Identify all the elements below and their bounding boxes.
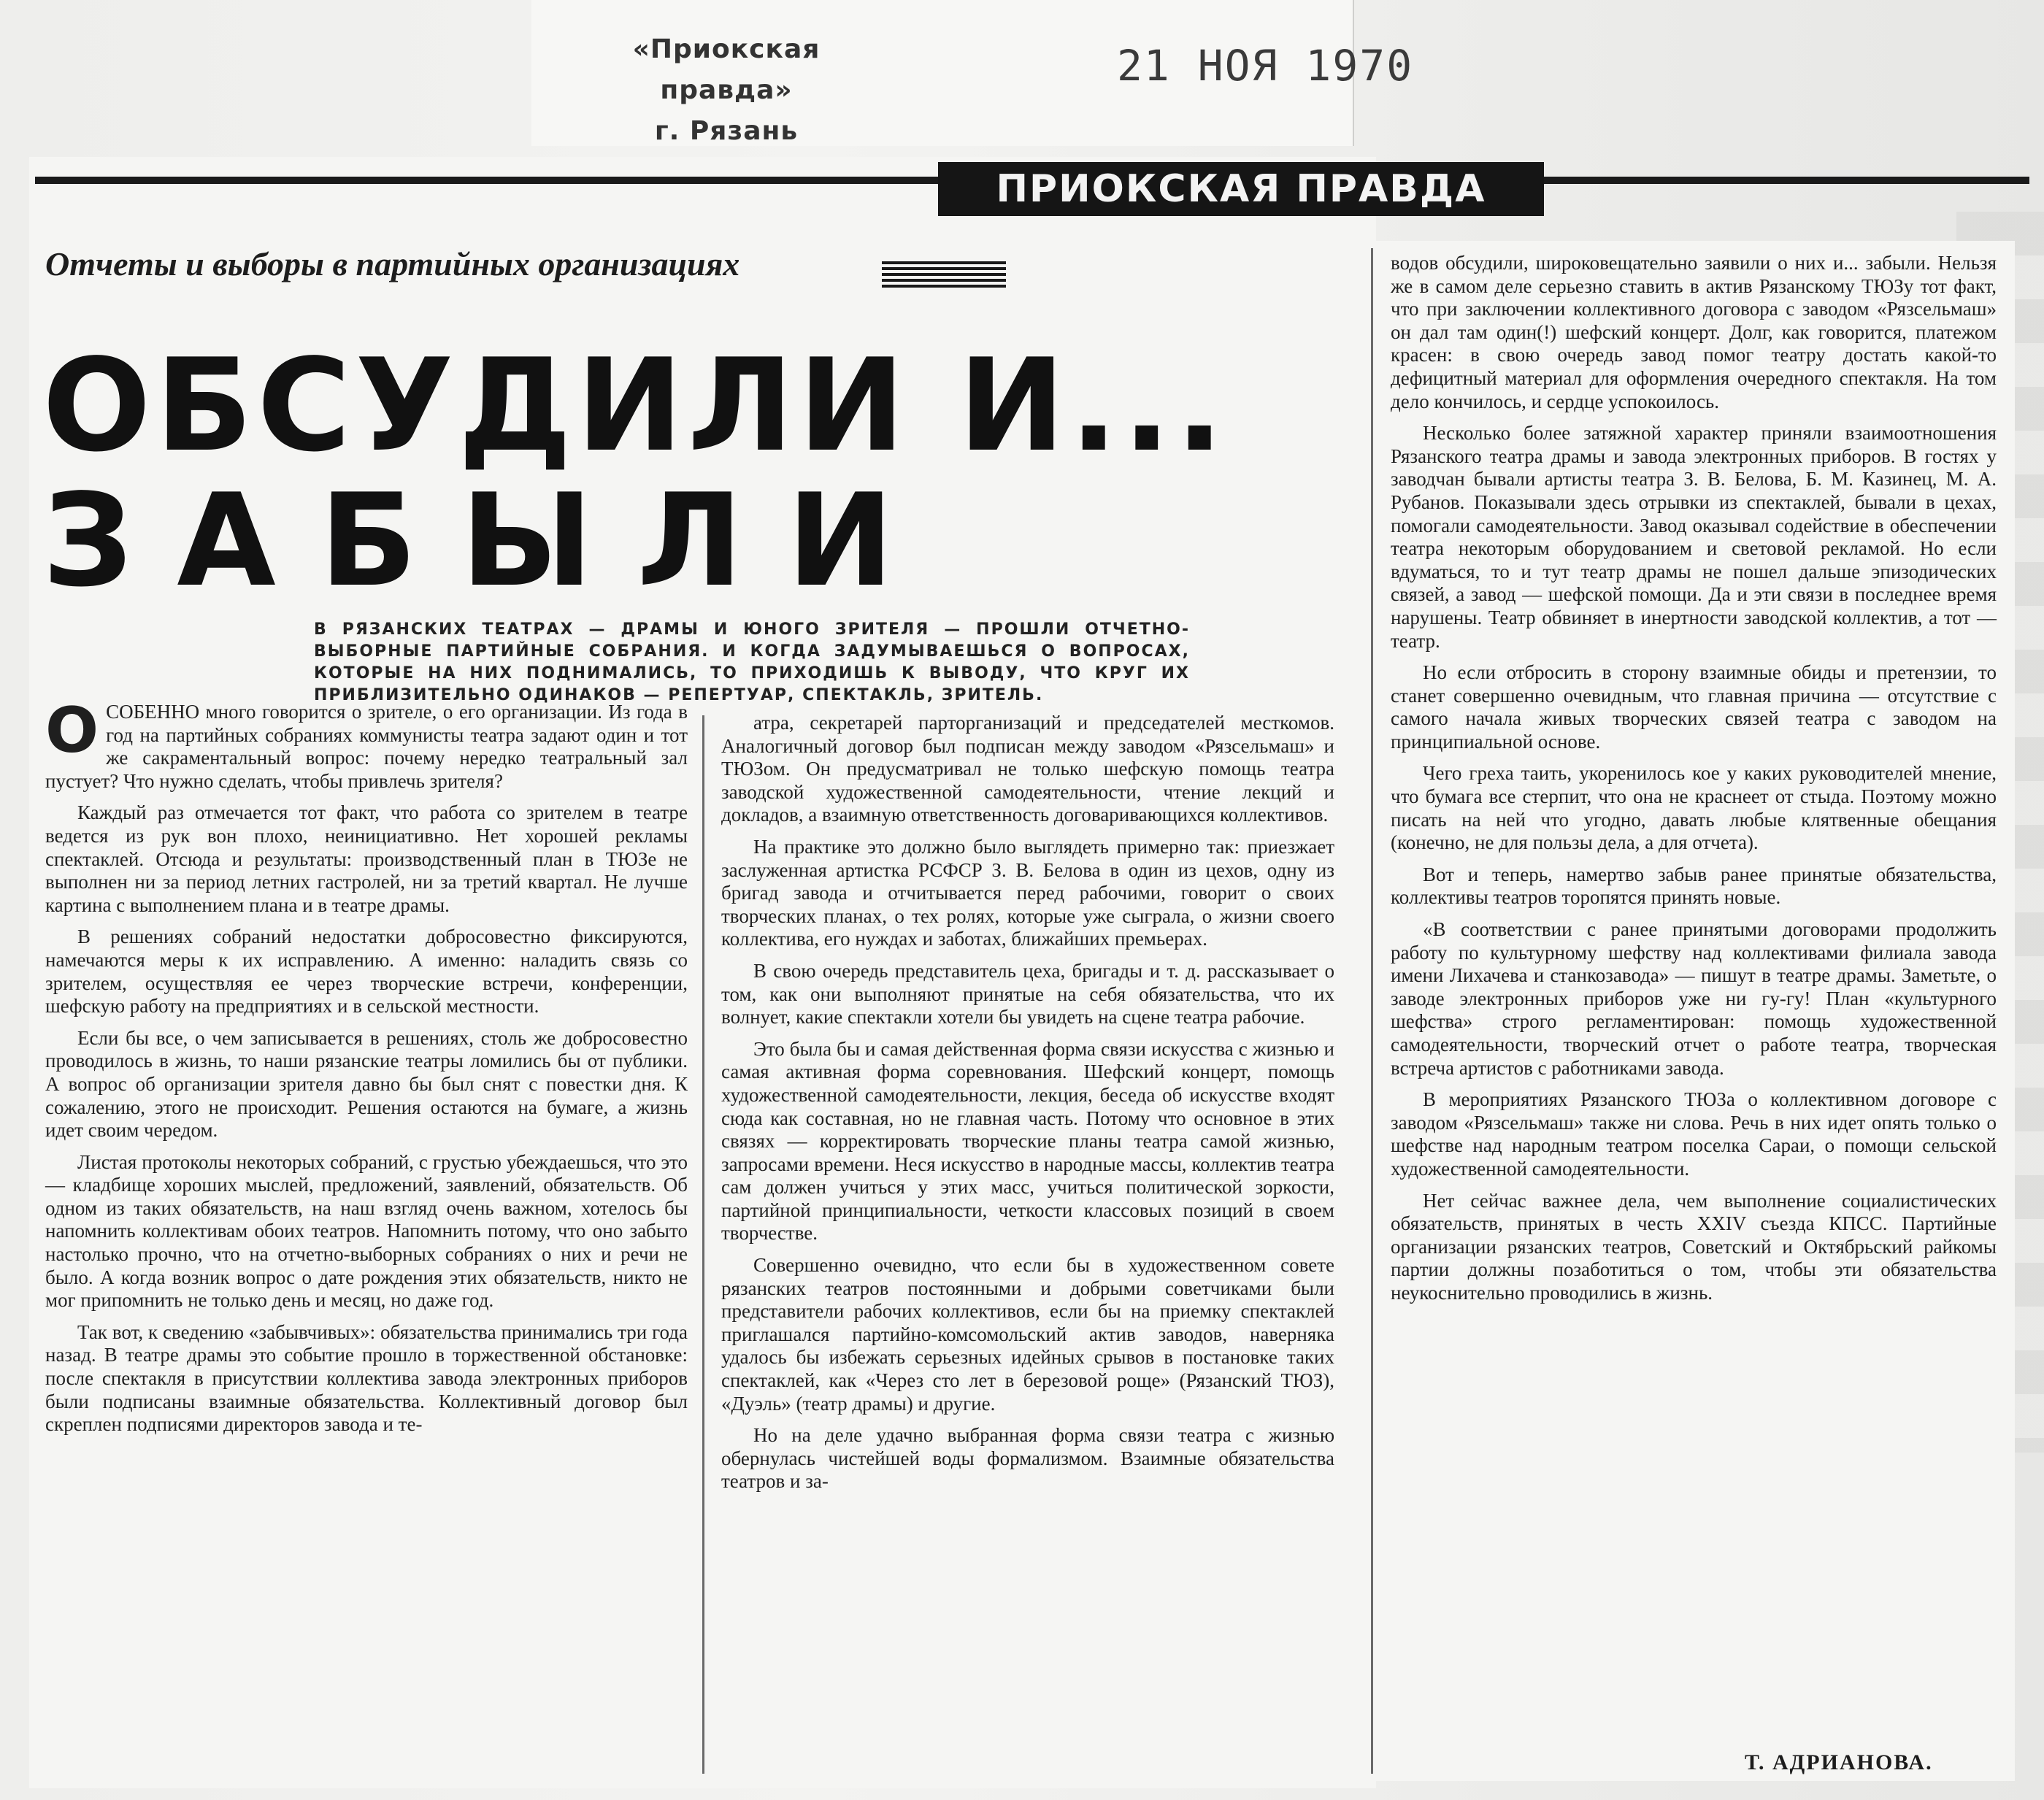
source-stamp [562, 29, 891, 152]
article-column-2 [721, 712, 1334, 1502]
paragraph: атра, секретарей парторганизаций и председателей месткомов. Аналогичный договор был подписан между заводом «Рязсельмаш» и ТЮЗом. Он предусматривал не только шефскую помощь театра заводской художественной самодеятельности, чтение лекций и докладов, а взаимную ответственность договаривающихся коллективов. [721, 712, 1334, 826]
article-column-1 [45, 694, 688, 1445]
stamp-paper-name: «Приокская правда» [632, 34, 821, 105]
paragraph: Если бы все, о чем записывается в решениях, столь же добросовестно проводилось в жизнь, то наши рязанские театры ломились бы от публики. А вопрос об организации зрителя давно бы был снят с повестки дня. К сожалению, этого не происходит. Решения остаются на бумаге, а жизнь идет своим чередом. [45, 1026, 688, 1142]
article-lead: В РЯЗАНСКИХ ТЕАТРАХ — ДРАМЫ И ЮНОГО ЗРИТЕЛЯ — ПРОШЛИ ОТЧЕТНО-ВЫБОРНЫЕ ПАРТИЙНЫЕ СОБРАНИЯ. И КОГДА ЗАДУМЫВАЕШЬСЯ О ВОПРОСАХ, КОТОРЫЕ НА НИХ ПОДНИМАЛИСЬ, ТО ПРИХОДИШЬ К ВЫВОДУ, ЧТО КРУГ ИХ ПРИБЛИЗИТЕЛЬНО ОДИНАКОВ — РЕПЕРТУАР, СПЕКТАКЛЬ, ЗРИТЕЛЬ. [314, 620, 1190, 704]
paragraph: В мероприятиях Рязанского ТЮЗа о коллективном договоре с заводом «Рязсельмаш» также ни слова. Речь в них идет опять только о шефстве над народным театром поселка Сараи, о помощи сельской художественной самодеятельности. [1391, 1088, 1997, 1180]
headline-line-1: ОБСУДИЛИ И... [42, 332, 1229, 480]
paragraph [45, 694, 688, 793]
paragraph: Листая протоколы некоторых собраний, с грустью убеждаешься, что это — кладбище хороших мыслей, предложений, заявлений, обязательств. Об одном из таких обязательств, на наш взгляд очень важном, хотелось бы напомнить коллективам обоих театров. Напомнить потому, что оно забыто настолько прочно, что на отчетно-выборных собраниях о них и речи не было. А когда возник вопрос о дате рождения этих обязательств, никто не мог припомнить не только день и месяц, но даже год. [45, 1150, 688, 1312]
article-column-3 [1391, 252, 1997, 1314]
masthead-rule-left [35, 177, 938, 184]
newspaper-masthead: ПРИОКСКАЯ ПРАВДА [938, 162, 1544, 216]
article-rubric: Отчеты и выборы в партийных организациях [45, 245, 740, 282]
paragraph: На практике это должно было выглядеть примерно так: приезжает заслуженная артистка РСФСР З. В. Белова в один из цехов, одну из бригад завода и отчитывается перед рабочими, говорит о своих творческих планах, о тех ролях, которые уже сыграла, о жизни своего коллектива, его нуждах и заботах, ближайших премьерах. [721, 835, 1334, 950]
column-divider [1371, 248, 1373, 1774]
paragraph: В решениях собраний недостатки добросовестно фиксируются, намечаются меры к их исправлению. А именно: наладить связь со зрителем, осуществляя ее через творческие встречи, конференции, шефскую работу на предприятиях и в сельской местности. [45, 926, 688, 1018]
paragraph: Так вот, к сведению «забывчивых»: обязательства принимались три года назад. В театре драмы это событие прошло в торжественной обстановке: после спектакля в присутствии коллектива завода электронных приборов были подписаны взаимные обязательства. Коллективный договор был скреплен подписями директоров завода и те- [45, 1320, 688, 1436]
paragraph: Это была бы и самая действенная форма связи искусства с жизнью и самая активная форма соревнования. Шефский концерт, помощь художественной самодеятельности, лекция, беседа об искусстве входят сюда как составная, но не главная часть. Потому что основное в этих связях — корректировать творческие планы театра самой жизнью, запросами времени. Неся искусство в народные массы, коллектив театра сам должен учиться у этих масс, учиться политической зоркости, партийной принципиальности, четкости классовых позиций в своем творчестве. [721, 1037, 1334, 1245]
paragraph: В свою очередь представитель цеха, бригады и т. д. рассказывает о том, как они выполняют принятые на себя обязательства, что их волнует, какие спектакли хотели бы увидеть на сцене театра рабочие. [721, 959, 1334, 1028]
paragraph: водов обсудили, широковещательно заявили о них и... забыли. Нельзя же в самом деле серьезно ставить в актив Рязанскому ТЮЗу тот факт, что при заключении коллективного договора с заводом «Рязсельмаш» он дал там один(!) шефский концерт. Долг, как говорится, платежом красен: в свою очередь завод помог театру достать какой-то дефицитный материал для оформления очередного спектакля. На том дело кончилось, и сердце успокоилось. [1391, 252, 1997, 412]
paragraph-text: СОБЕННО много говорится о зрителе, о его организации. Из года в год на партийных собраниях коммунисты театра задают один и тот же сакраментальный вопрос: почему нередко театральный зал пустует? Что нужно сделать, чтобы привлечь зрителя? [45, 701, 688, 792]
article-author: Т. АДРИАНОВА. [1745, 1750, 1933, 1774]
paragraph: «В соответствии с ранее принятыми договорами продолжить работу по культурному шефству над коллективами филиала завода имени Лихачева и станкозавода» — пишут в театре драмы. Заметьте, о заводе электронных приборов уже ни гу-гу! План «культурного шефства» строго регламентирован: помощь художественной самодеятельности, творческий отчет о работе театра, творческая встреча артистов с работниками завода. [1391, 918, 1997, 1079]
paragraph: Вот и теперь, намертво забыв ранее принятые обязательства, коллективы театров торопятся принять новые. [1391, 863, 1997, 909]
paragraph: Каждый раз отмечается тот факт, что работа со зрителем в театре ведется из рук вон плохо, неинициативно. Нет хорошей рекламы спектаклей. Отсюда и результаты: производственный план в ТЮЗе не выполнен ни за период летних гастролей, ни за третий квартал. Не лучше картина с выполнением плана и в театре драмы. [45, 801, 688, 916]
stamp-city: г. Рязань [654, 116, 799, 146]
column-divider [702, 715, 704, 1774]
masthead-rule-right [1544, 177, 2029, 184]
paragraph: Нет сейчас важнее дела, чем выполнение социалистических обязательств, принятых в честь XXIV съезда КПСС. Партийные организации рязанских театров, Советский и Октябрьский райкомы партии должны позаботиться о том, чтобы эти обязательства неукоснительно проводились в жизнь. [1391, 1189, 1997, 1304]
paragraph: Несколько более затяжной характер приняли взаимоотношения Рязанского театра драмы и завода электронных приборов. В гостях у заводчан бывали артисты театра З. В. Белова, Б. М. Казинец, М. А. Рубанов. Показывали здесь отрывки из спектаклей, бывали в цехах, помогали самодеятельности. Завод оказывал содействие в обеспечении театра некоторым оборудованием и световой рекламой. Но если вдуматься, то и тут театр драмы не пошел дальше эпизодических связей, а завод — шефской помощи. Да и эти связи в последнее время нарушены. Театр обвиняет в инертности заводской коллектив, а тот — театр. [1391, 422, 1997, 652]
paragraph: Совершенно очевидно, что если бы в художественном совете рязанских театров постоянными и добрыми советчиками были представители рабочих коллективов, если бы на приемку спектаклей приглашался партийно-комсомольский актив заводов, наверняка удалось бы избежать серьезных идейных срывов в постановке таких спектаклей, как «Через сто лет в березовой роще» (Рязанский ТЮЗ), «Дуэль» (театр драмы) и другие. [721, 1254, 1334, 1415]
paragraph: Но если отбросить в сторону взаимные обиды и претензии, то станет совершенно очевидным, что главная причина — отсутствие с самого начала живых творческих связей театра с заводом на принципиальной основе. [1391, 661, 1997, 753]
drop-cap: О [45, 694, 99, 767]
date-stamp: 21 НОЯ 1970 [1117, 41, 1414, 91]
rubric-decoration [882, 261, 1006, 291]
headline-line-2: ЗАБЫЛИ [42, 467, 938, 615]
paragraph: Чего греха таить, укоренилось кое у каких руководителей мнение, что бумага все стерпит, что она не краснеет от стыда. Поэтому можно писать на ней что угодно, давать любые клятвенные обещания (конечно, не для пользы дела, а для отчета). [1391, 762, 1997, 854]
paragraph: Но на деле удачно выбранная форма связи театра с жизнью обернулась чистейшей воды формализмом. Взаимные обязательства театров и за- [721, 1424, 1334, 1493]
